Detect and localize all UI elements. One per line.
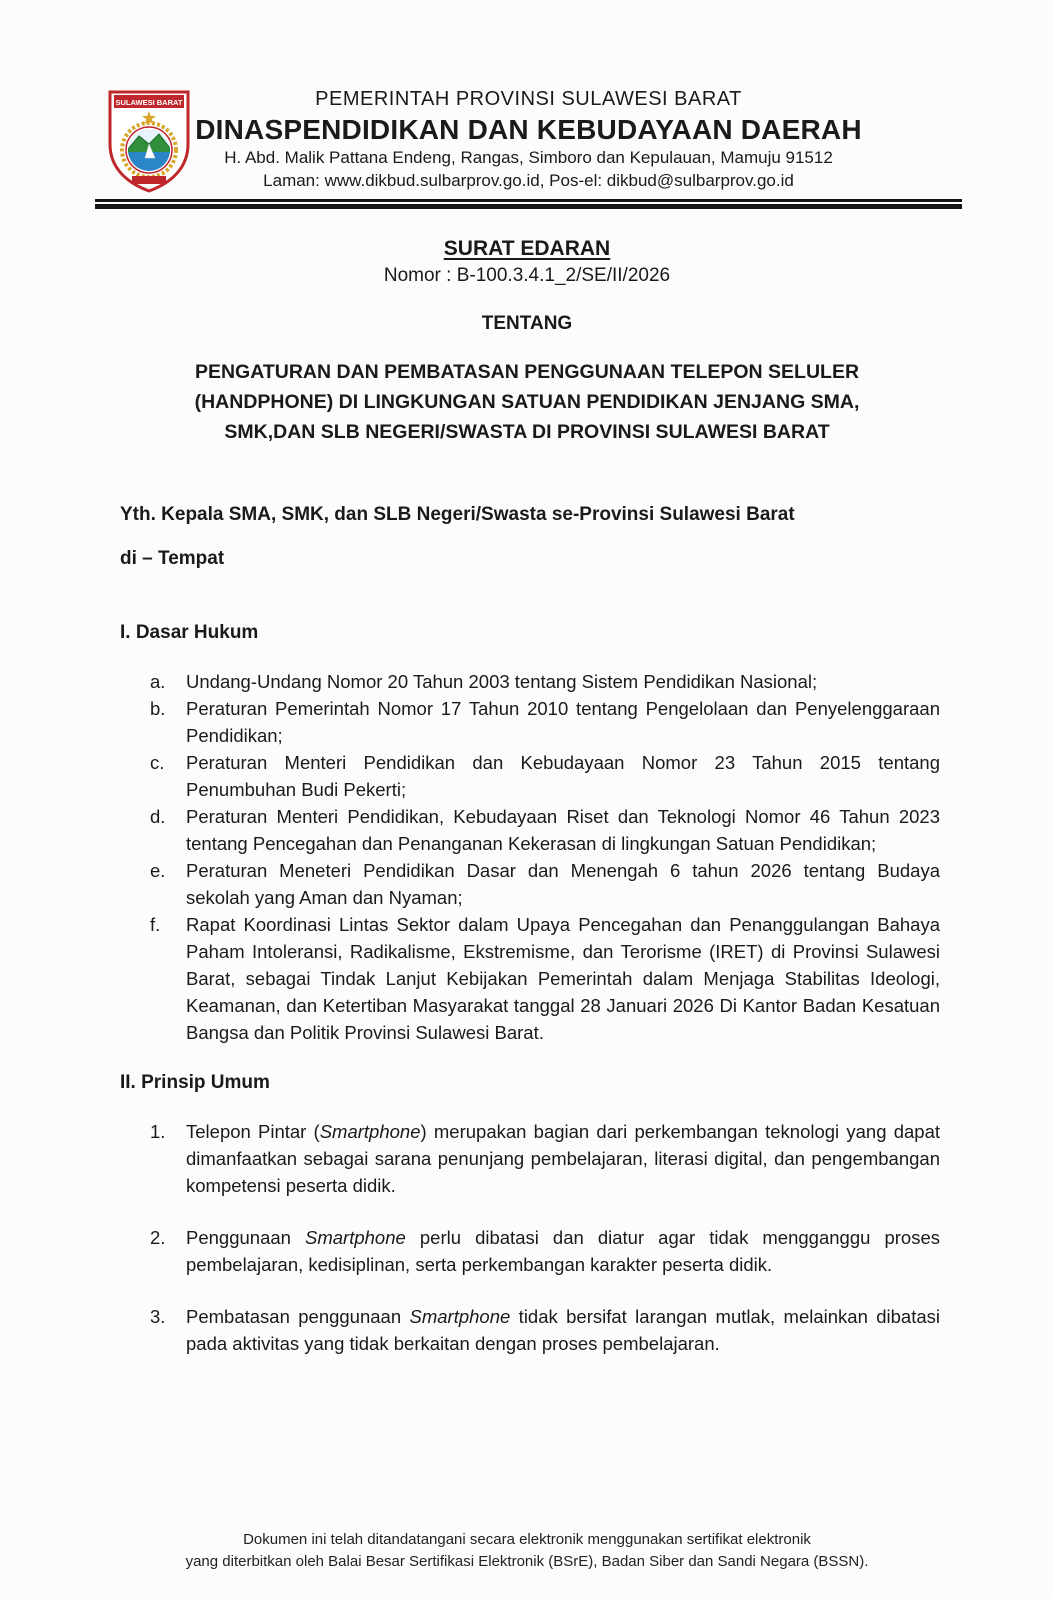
agency-name: DINASPENDIDIKAN DAN KEBUDAYAAN DAERAH <box>195 114 862 145</box>
list-item-text: Peraturan Menteri Pendidikan dan Kebudayaan Nomor 23 Tahun 2015 tentang Penumbuhan Budi Pekerti; <box>186 751 940 800</box>
government-name: PEMERINTAH PROVINSI SULAWESI BARAT <box>315 88 742 110</box>
section-heading-prinsip-umum: II. Prinsip Umum <box>120 1071 270 1093</box>
header-divider-bottom <box>95 204 962 209</box>
addressee-block <box>120 504 940 570</box>
agency-contacts: Laman: www.dikbud.sulbarprov.go.id, Pos-el: dikbud@sulbarprov.go.id <box>263 170 794 190</box>
list-item-marker: b. <box>150 697 166 719</box>
list-item-marker: f. <box>150 913 161 935</box>
addressee-place: di – Tempat <box>120 547 225 569</box>
esign-footer-line2: yang diterbitkan oleh Balai Besar Sertifikasi Elektronik (BSrE), Badan Siber dan Sandi Negara (BSSN). <box>185 1553 869 1570</box>
subject-line: (HANDPHONE) DI LINGKUNGAN SATUAN PENDIDIKAN JENJANG SMA, <box>194 390 860 413</box>
list-item <box>150 1303 940 1357</box>
subject-title <box>0 357 1054 447</box>
letterhead <box>95 86 962 219</box>
about-label: TENTANG <box>481 312 573 334</box>
provincial-seal-icon <box>103 86 195 196</box>
header-divider-top <box>95 199 962 202</box>
section-heading-dasar-hukum: I. Dasar Hukum <box>120 621 259 643</box>
list-item-text: Rapat Koordinasi Lintas Sektor dalam Upaya Pencegahan dan Penanggulangan Bahaya Paham Intoleransi, Radikalisme, Ekstremisme, dan Terorisme (IRET) di Provinsi Sulawesi Barat, sebagai Tindak Lanjut Kebijakan Pemerintah dalam Menjaga Stabilitas Ideologi, Keamanan, dan Ketertiban Masyarakat tanggal 28 Januari 2026 Di Kantor Badan Kesatuan Bangsa dan Politik Provinsi Sulawesi Barat. <box>186 913 940 1043</box>
list-item <box>150 749 940 803</box>
doc-type-title: SURAT EDARAN <box>443 236 611 260</box>
doc-number: Nomor : B-100.3.4.1_2/SE/II/2026 <box>383 264 671 286</box>
addressee-line: Yth. Kepala SMA, SMK, dan SLB Negeri/Swasta se-Provinsi Sulawesi Barat <box>120 503 795 525</box>
general-principles-list <box>150 1118 940 1357</box>
svg-text:SULAWESI BARAT: SULAWESI BARAT <box>115 98 183 107</box>
title-block <box>0 237 1054 447</box>
sulbar-provincial-seal-logo <box>103 86 195 196</box>
agency-address: H. Abd. Malik Pattana Endeng, Rangas, Simboro dan Kepulauan, Mamuju 91512 <box>224 148 833 167</box>
list-item-marker: a. <box>150 670 166 692</box>
legal-basis-list <box>150 668 940 1046</box>
subject-line: SMK,DAN SLB NEGERI/SWASTA DI PROVINSI SULAWESI BARAT <box>224 420 830 443</box>
list-item-marker: 3. <box>150 1305 166 1327</box>
list-item-marker: d. <box>150 805 166 827</box>
list-item-text: Penggunaan Smartphone perlu dibatasi dan diatur agar tidak mengganggu proses pembelajaran, kedisiplinan, serta perkembangan karakter peserta didik. <box>186 1226 940 1275</box>
list-item-marker: 2. <box>150 1226 166 1248</box>
list-item <box>150 857 940 911</box>
list-item-text: Peraturan Menteri Pendidikan, Kebudayaan Riset dan Teknologi Nomor 46 Tahun 2023 tentang Pencegahan dan Penanganan Kekerasan di lingkungan Satuan Pendidikan; <box>186 805 940 854</box>
list-item-marker: e. <box>150 859 166 881</box>
list-item-text: Telepon Pintar (Smartphone) merupakan bagian dari perkembangan teknologi yang dapat dimanfaatkan sebagai sarana penunjang pembelajaran, literasi digital, dan pengembangan kompetensi peserta didik. <box>186 1120 940 1196</box>
esign-footer-line1: Dokumen ini telah ditandatangani secara elektronik menggunakan sertifikat elektronik <box>243 1531 811 1548</box>
list-item <box>150 668 940 695</box>
list-item-text: Undang-Undang Nomor 20 Tahun 2003 tentang Sistem Pendidikan Nasional; <box>186 670 818 692</box>
list-item <box>150 803 940 857</box>
list-item <box>150 911 940 1046</box>
list-item-marker: 1. <box>150 1120 166 1142</box>
list-item-text: Peraturan Pemerintah Nomor 17 Tahun 2010 tentang Pengelolaan dan Penyelenggaraan Pendidikan; <box>186 697 940 746</box>
list-item <box>150 1224 940 1278</box>
subject-line: PENGATURAN DAN PEMBATASAN PENGGUNAAN TELEPON SELULER <box>194 360 860 383</box>
list-item-text: Pembatasan penggunaan Smartphone tidak bersifat larangan mutlak, melainkan dibatasi pada aktivitas yang tidak berkaitan dengan proses pembelajaran. <box>186 1305 941 1354</box>
list-item-marker: c. <box>150 751 165 773</box>
list-item-text: Peraturan Meneteri Pendidikan Dasar dan Menengah 6 tahun 2026 tentang Budaya sekolah yang Aman dan Nyaman; <box>186 859 940 908</box>
list-item <box>150 1118 940 1199</box>
list-item <box>150 695 940 749</box>
esign-footer <box>0 1529 1054 1573</box>
